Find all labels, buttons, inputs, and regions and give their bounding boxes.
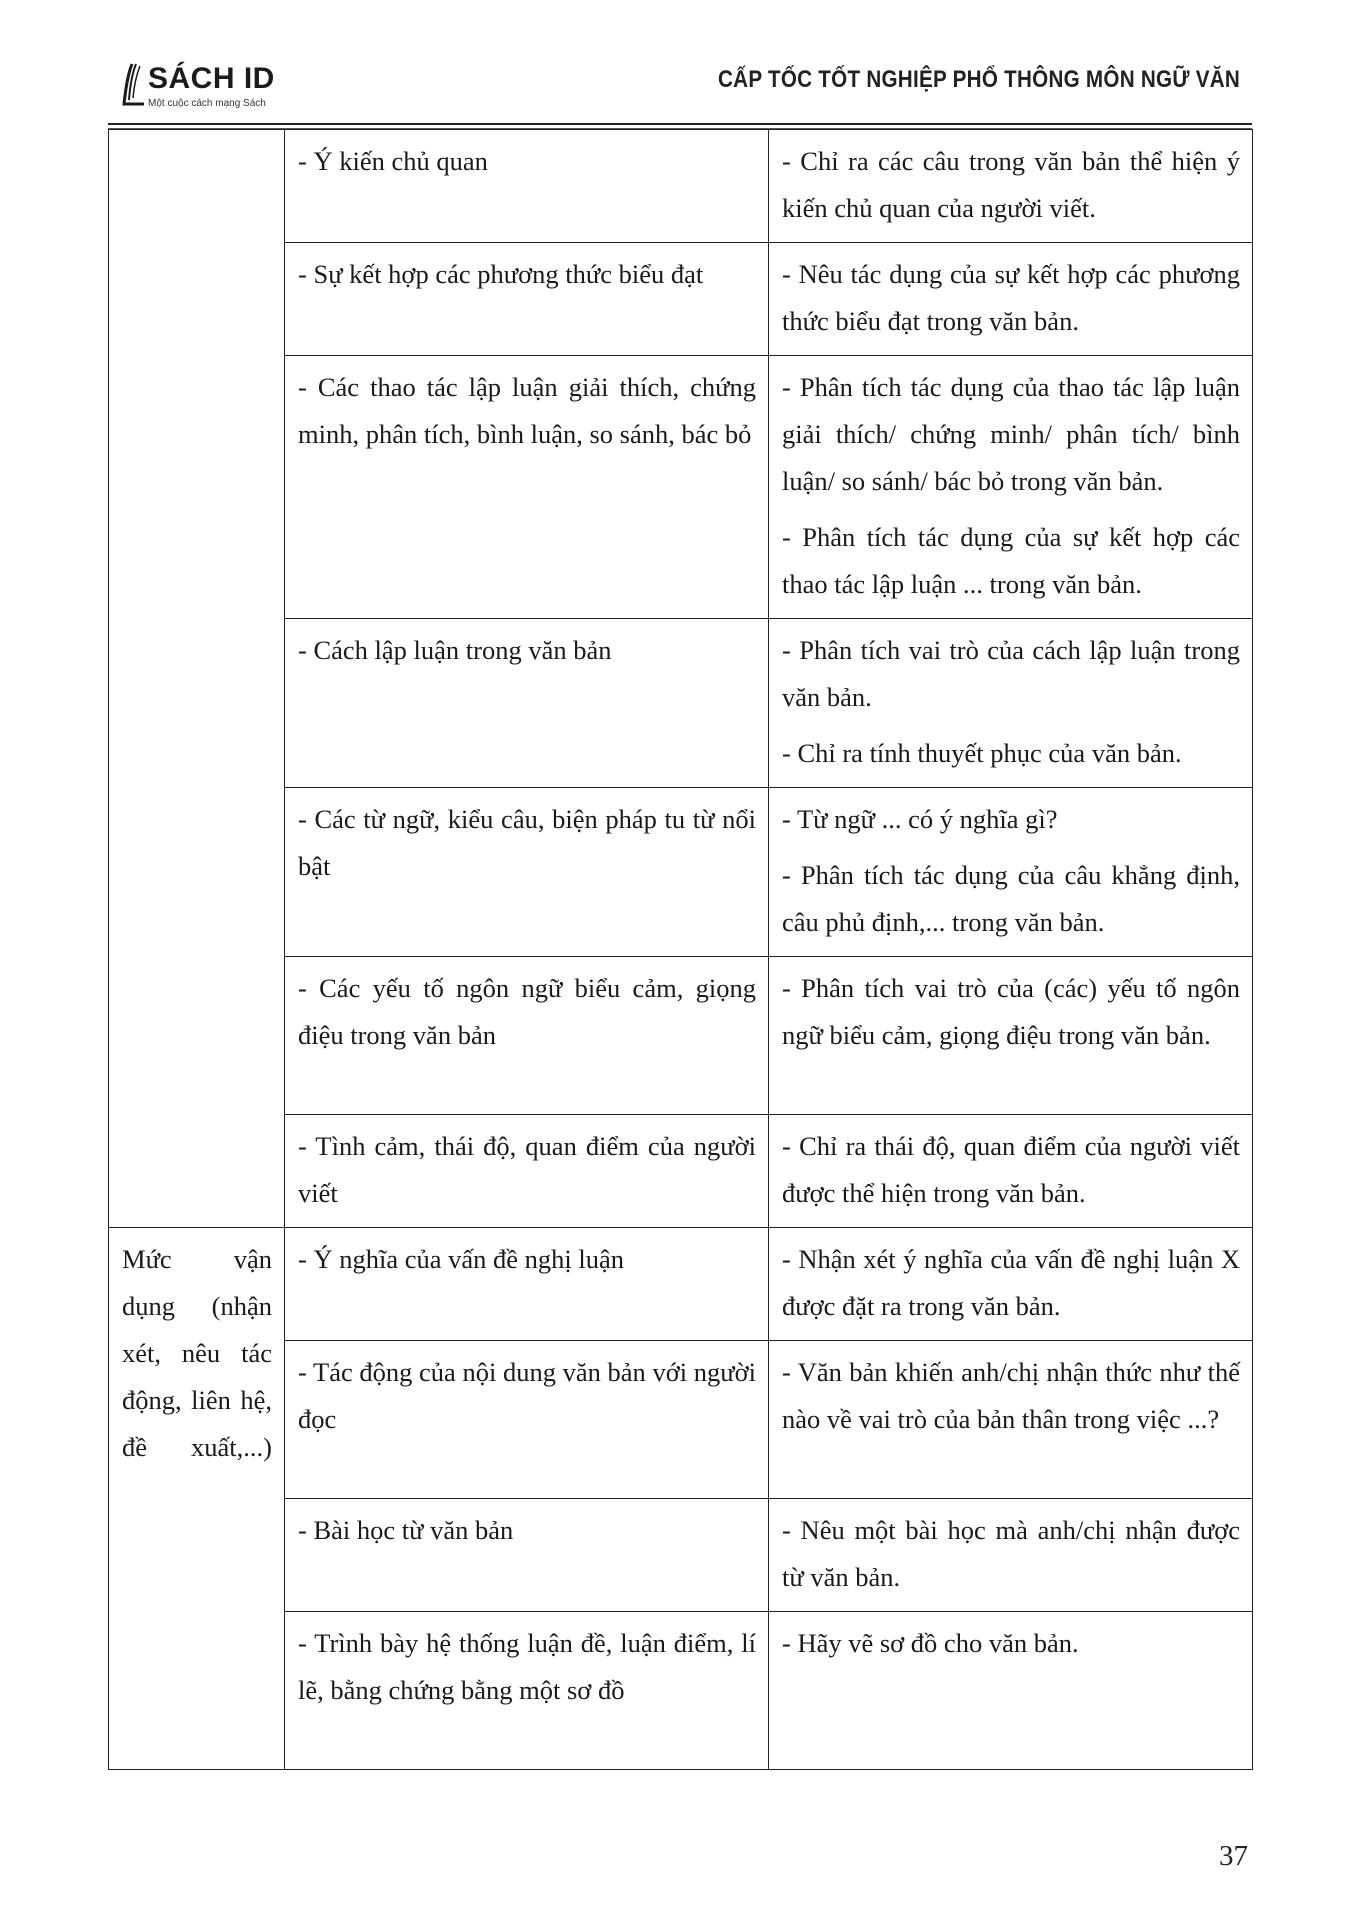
- book-logo-icon: [118, 60, 148, 110]
- question-cell: [769, 1228, 1253, 1341]
- criterion-cell: [285, 356, 769, 619]
- question-cell: [769, 788, 1253, 957]
- question-text: - Phân tích vai trò của (các) yếu tố ngôn ngữ biểu cảm, giọng điệu trong văn bản.: [782, 973, 1240, 1050]
- table-row: [109, 130, 1253, 243]
- criterion-cell: [285, 1612, 769, 1770]
- question-cell: [769, 243, 1253, 356]
- question-cell: [769, 957, 1253, 1115]
- criterion-cell: [285, 1499, 769, 1612]
- criterion-text: - Sự kết hợp các phương thức biểu đạt: [298, 259, 704, 289]
- question-text: - Nêu tác dụng của sự kết hợp các phương thức biểu đạt trong văn bản.: [782, 259, 1240, 336]
- criterion-text: - Ý kiến chủ quan: [298, 146, 488, 176]
- criterion-text: - Tình cảm, thái độ, quan điểm của người viết: [298, 1131, 756, 1208]
- level-label: Mức vận dụng (nhận xét, nêu tác động, liên hệ, đề xuất,...): [122, 1244, 272, 1462]
- question-cell: [769, 356, 1253, 619]
- question-text: - Chỉ ra tính thuyết phục của văn bản.: [782, 738, 1182, 768]
- question-cell: [769, 130, 1253, 243]
- level-cell-empty: [109, 130, 285, 1228]
- question-text: - Chỉ ra thái độ, quan điểm của người viết được thể hiện trong văn bản.: [782, 1131, 1240, 1208]
- question-cell: [769, 1341, 1253, 1499]
- criterion-cell: [285, 1341, 769, 1499]
- question-text: - Văn bản khiến anh/chị nhận thức như thế nào về vai trò của bản thân trong việc ...?: [782, 1357, 1240, 1434]
- question-text: - Phân tích tác dụng của câu khẳng định, câu phủ định,... trong văn bản.: [782, 860, 1240, 937]
- question-text: - Nhận xét ý nghĩa của vấn đề nghị luận X được đặt ra trong văn bản.: [782, 1244, 1240, 1321]
- criterion-cell: [285, 1115, 769, 1228]
- question-text: - Phân tích tác dụng của thao tác lập luận giải thích/ chứng minh/ phân tích/ bình luận/ so sánh/ bác bỏ trong văn bản.: [782, 372, 1240, 496]
- question-text: - Từ ngữ ... có ý nghĩa gì?: [782, 804, 1058, 834]
- criterion-text: - Các yếu tố ngôn ngữ biểu cảm, giọng điệu trong văn bản: [298, 973, 756, 1050]
- question-cell: [769, 1499, 1253, 1612]
- question-text: - Nêu một bài học mà anh/chị nhận được từ văn bản.: [782, 1515, 1240, 1592]
- table-row: [109, 1228, 1253, 1341]
- publisher-logo: [118, 58, 298, 118]
- criterion-text: - Tác động của nội dung văn bản với người đọc: [298, 1357, 756, 1434]
- question-text: - Phân tích tác dụng của sự kết hợp các thao tác lập luận ... trong văn bản.: [782, 522, 1240, 599]
- criterion-text: - Trình bày hệ thống luận đề, luận điểm, lí lẽ, bằng chứng bằng một sơ đồ: [298, 1628, 756, 1705]
- question-text: - Chỉ ra các câu trong văn bản thể hiện ý kiến chủ quan của người viết.: [782, 146, 1240, 223]
- level-cell-apply: [109, 1228, 285, 1770]
- header-divider: [108, 123, 1252, 125]
- question-cell: [769, 1612, 1253, 1770]
- question-matrix-table: [108, 129, 1253, 1770]
- book-title: CẤP TỐC TỐT NGHIỆP PHỔ THÔNG MÔN NGỮ VĂN: [717, 66, 1240, 93]
- criterion-cell: [285, 619, 769, 788]
- question-cell: [769, 619, 1253, 788]
- criterion-cell: [285, 957, 769, 1115]
- question-text: - Phân tích vai trò của cách lập luận trong văn bản.: [782, 635, 1240, 712]
- criterion-text: - Ý nghĩa của vấn đề nghị luận: [298, 1244, 624, 1274]
- criterion-text: - Bài học từ văn bản: [298, 1515, 514, 1545]
- criterion-text: - Các từ ngữ, kiểu câu, biện pháp tu từ nổi bật: [298, 804, 756, 881]
- page-number: 37: [1219, 1840, 1248, 1872]
- logo-tagline: Một cuộc cách mạng Sách: [148, 98, 266, 109]
- logo-text: SÁCH ID: [148, 62, 275, 95]
- criterion-text: - Các thao tác lập luận giải thích, chứng minh, phân tích, bình luận, so sánh, bác bỏ: [298, 372, 756, 449]
- criterion-text: - Cách lập luận trong văn bản: [298, 635, 612, 665]
- criterion-cell: [285, 788, 769, 957]
- criterion-cell: [285, 130, 769, 243]
- question-cell: [769, 1115, 1253, 1228]
- criterion-cell: [285, 243, 769, 356]
- criterion-cell: [285, 1228, 769, 1341]
- question-text: - Hãy vẽ sơ đồ cho văn bản.: [782, 1628, 1079, 1658]
